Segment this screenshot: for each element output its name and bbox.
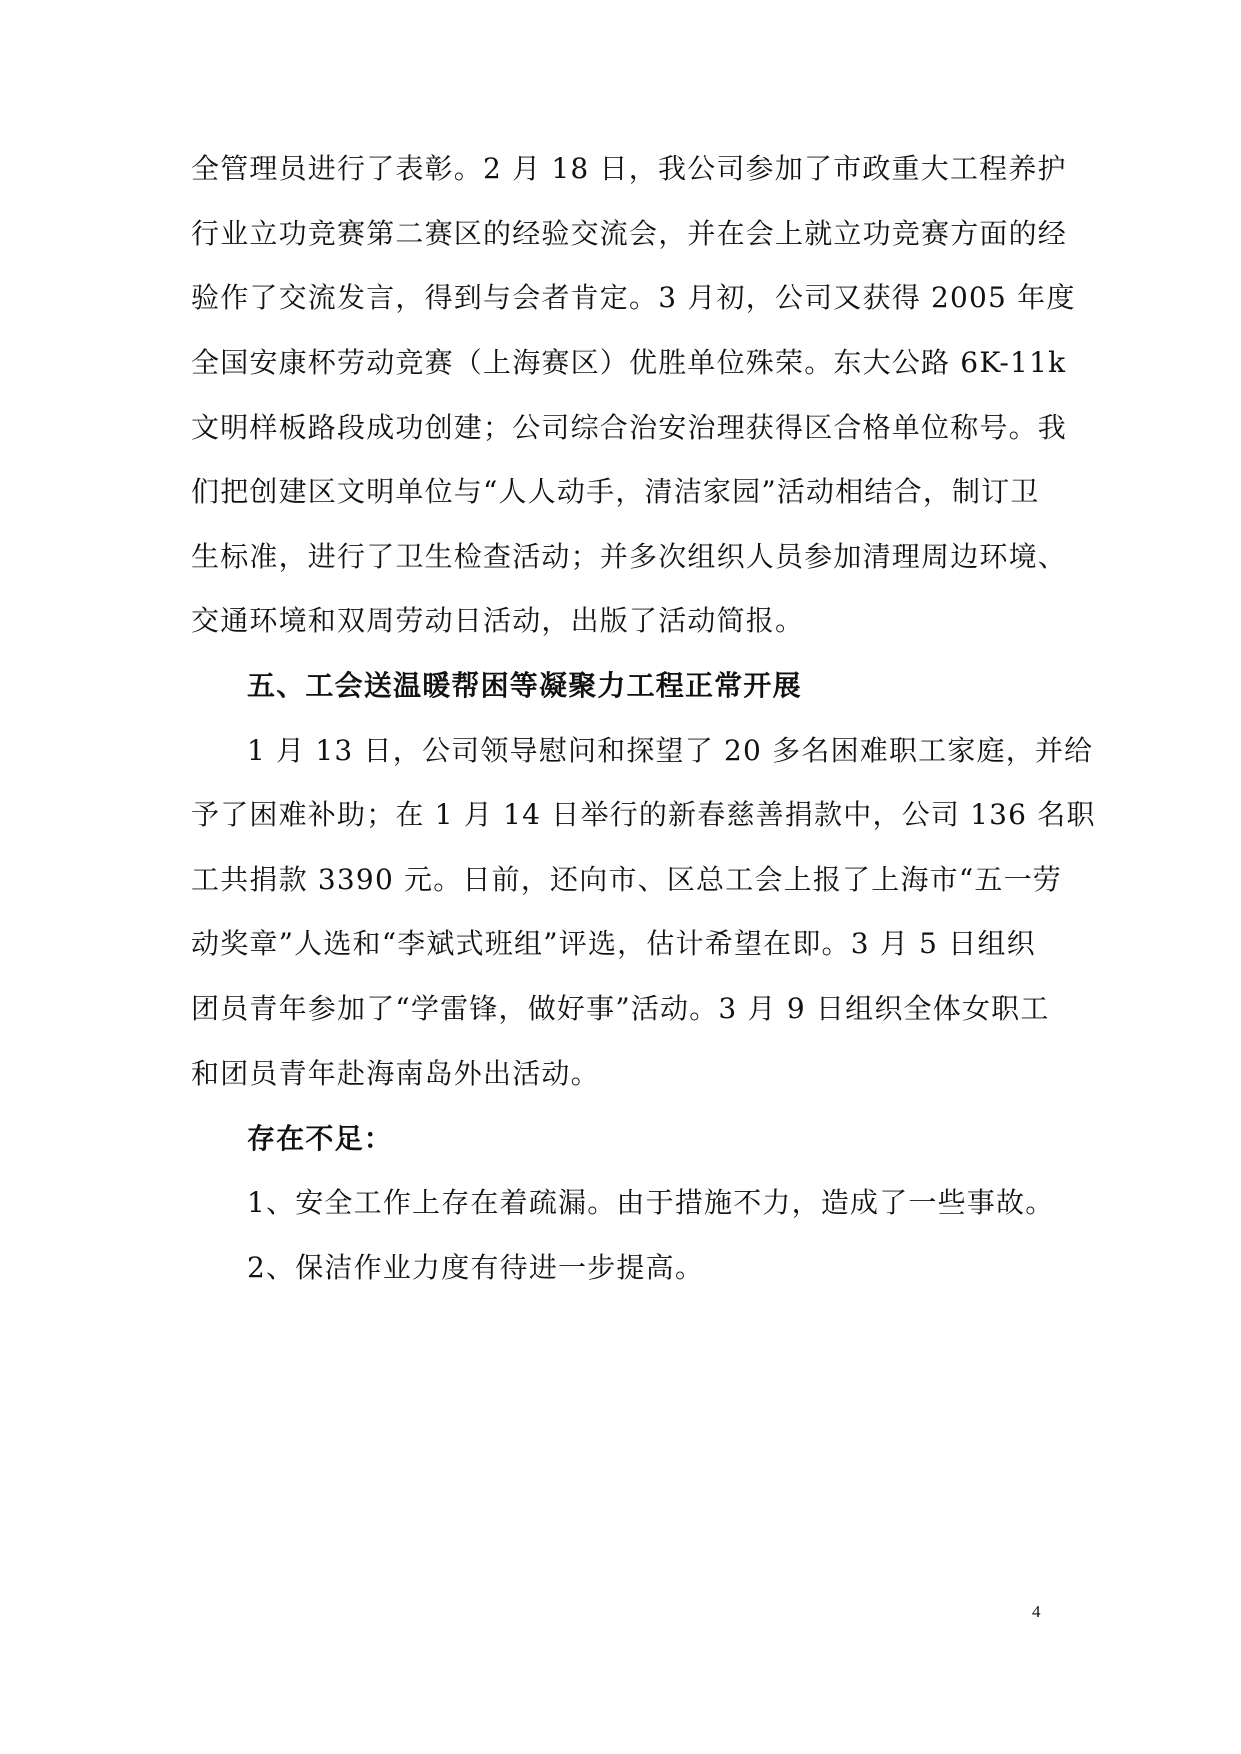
text-line: 动奖章”人选和“李斌式班组”评选，估计希望在即。3 月 5 日组织 — [191, 927, 1036, 960]
text-line: 文明样板路段成功创建；公司综合治安治理获得区合格单位称号。我 — [191, 411, 1068, 444]
text-line: 行业立功竞赛第二赛区的经验交流会，并在会上就立功竞赛方面的经 — [191, 217, 1068, 250]
text-line: 们把创建区文明单位与“人人动手，清洁家园”活动相结合，制订卫 — [191, 475, 1040, 508]
text-line: 生标准，进行了卫生检查活动；并多次组织人员参加清理周边环境、 — [191, 540, 1068, 573]
text-line: 交通环境和双周劳动日活动，出版了活动简报。 — [191, 604, 805, 637]
list-item: 2、保洁作业力度有待进一步提高。 — [247, 1251, 705, 1284]
list-item: 1、安全工作上存在着疏漏。由于措施不力，造成了一些事故。 — [247, 1186, 1055, 1219]
section-heading: 五、工会送温暖帮困等凝聚力工程正常开展 — [247, 669, 802, 702]
text-line: 和团员青年赴海南岛外出活动。 — [191, 1057, 600, 1090]
shortcomings-heading: 存在不足： — [247, 1122, 394, 1155]
page-number: 4 — [1032, 1602, 1041, 1621]
text-line: 验作了交流发言，得到与会者肯定。3 月初，公司又获得 2005 年度 — [191, 281, 1076, 314]
text-line: 1 月 13 日，公司领导慰问和探望了 20 多名困难职工家庭，并给 — [247, 734, 1094, 767]
text-line: 全管理员进行了表彰。2 月 18 日，我公司参加了市政重大工程养护 — [191, 152, 1067, 185]
text-line: 团员青年参加了“学雷锋，做好事”活动。3 月 9 日组织全体女职工 — [191, 992, 1050, 1025]
text-line: 工共捐款 3390 元。日前，还向市、区总工会上报了上海市“五一劳 — [191, 863, 1062, 896]
text-line: 予了困难补助；在 1 月 14 日举行的新春慈善捐款中，公司 136 名职 — [191, 798, 1096, 831]
text-line: 全国安康杯劳动竞赛（上海赛区）优胜单位殊荣。东大公路 6K-11k — [191, 346, 1067, 379]
